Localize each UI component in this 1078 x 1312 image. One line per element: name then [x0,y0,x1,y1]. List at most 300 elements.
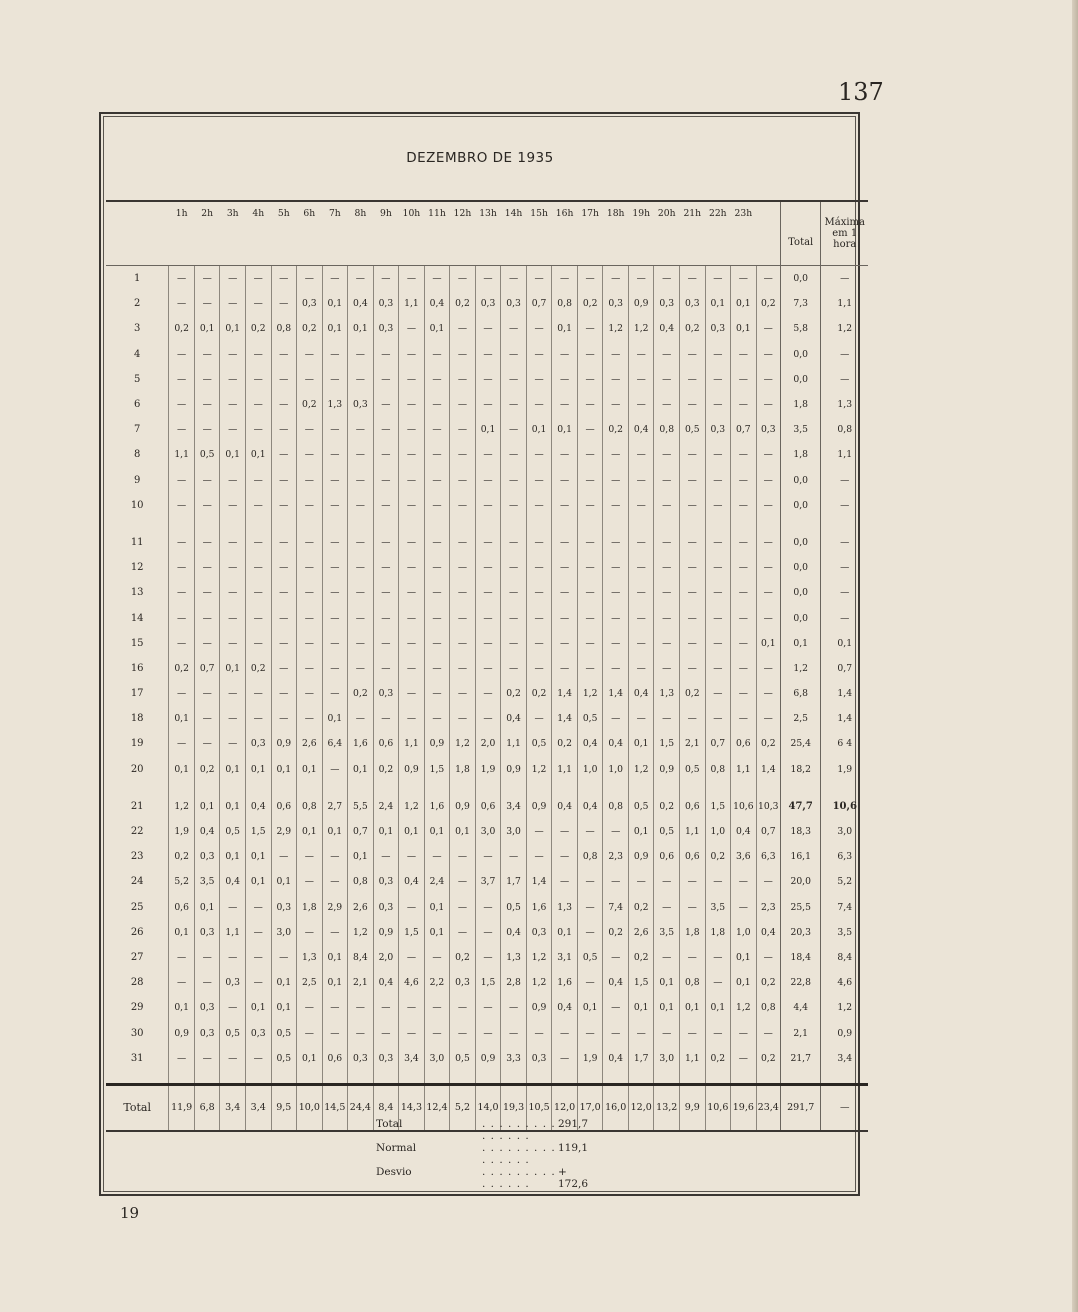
gap-cell [577,1071,603,1085]
hourly-value: — [731,266,757,292]
hourly-value: 0,5 [577,706,603,731]
hourly-value: 1,2 [348,920,374,945]
hour-column-header [526,201,552,266]
hourly-value: — [424,555,450,580]
hourly-value: — [756,442,780,467]
table-row [106,1020,868,1045]
hourly-value: 0,2 [245,656,271,681]
hourly-value: 0,3 [373,291,399,316]
table-row [106,631,868,656]
hour-total: 16,0 [603,1084,629,1131]
hourly-value: — [475,895,501,920]
table-row [106,493,868,518]
gap-cell [106,782,169,794]
hourly-value: — [628,580,654,605]
hourly-value: — [450,468,476,493]
hourly-value: 0,1 [245,757,271,782]
hourly-value: 0,1 [475,417,501,442]
hourly-value: 2,3 [756,895,780,920]
hourly-value: — [271,266,297,292]
hourly-value: — [450,995,476,1020]
gap-cell [654,782,680,794]
day-max-hour: 7,4 [821,895,868,920]
hourly-value: 0,2 [654,794,680,819]
hourly-value: — [731,656,757,681]
day-number: 28 [130,977,144,989]
hourly-value: 3,5 [194,869,220,894]
hourly-value: — [399,945,425,970]
hourly-value: — [297,493,323,518]
gap-cell [322,518,348,530]
day-total: 6,8 [780,681,821,706]
hour-total: 10,5 [526,1084,552,1131]
hourly-value: — [373,631,399,656]
table-row [106,316,868,341]
summary-desvio-row [376,1166,598,1190]
gap-cell [475,518,501,530]
hourly-value: — [424,417,450,442]
gap-cell [424,518,450,530]
hourly-value: 0,9 [271,731,297,756]
hourly-value: 0,1 [220,844,246,869]
day-number: 27 [130,951,144,963]
hourly-value: 0,2 [756,291,780,316]
hourly-value: — [552,869,578,894]
hourly-value: 4,6 [399,970,425,995]
hourly-value: 0,2 [169,844,195,869]
hourly-value: 0,1 [194,895,220,920]
hourly-value: — [552,844,578,869]
hourly-value: — [297,920,323,945]
hourly-value: 0,1 [654,970,680,995]
gap-cell [271,1071,297,1085]
hourly-value: — [322,920,348,945]
hourly-value: — [297,442,323,467]
hourly-value: — [348,367,374,392]
gap-cell [680,782,706,794]
hourly-value: 5,2 [169,869,195,894]
hourly-value: — [475,1020,501,1045]
hourly-value: 2,9 [322,895,348,920]
hourly-value: — [220,605,246,630]
gap-cell [603,1071,629,1085]
summary-desvio-label: Desvio [376,1166,412,1178]
hourly-value: 3,0 [475,819,501,844]
hourly-value: — [297,580,323,605]
hourly-value: 0,1 [450,819,476,844]
gap-cell [220,1071,246,1085]
hourly-value: — [654,945,680,970]
hourly-value: — [399,844,425,869]
hourly-value: — [169,392,195,417]
hourly-value: — [373,367,399,392]
hourly-value: — [577,555,603,580]
gap-cell [169,518,195,530]
hourly-value: — [756,316,780,341]
hourly-value: — [399,493,425,518]
hourly-value: 1,9 [475,757,501,782]
hourly-value: — [603,706,629,731]
gap-cell [526,1071,552,1085]
hourly-value: 0,6 [373,731,399,756]
hourly-value: — [220,1046,246,1071]
hourly-value: — [526,555,552,580]
hourly-value: 1,8 [450,757,476,782]
hourly-value: — [680,1020,706,1045]
hourly-value: 0,9 [526,794,552,819]
hourly-value: 0,2 [297,316,323,341]
hourly-value: — [705,530,731,555]
hour-total: 24,4 [348,1084,374,1131]
hourly-value: 1,2 [731,995,757,1020]
hourly-value: 0,2 [756,1046,780,1071]
day-number: 26 [130,926,144,938]
hourly-value: — [603,342,629,367]
hourly-value: — [475,844,501,869]
hourly-value: — [297,656,323,681]
hourly-value: — [731,681,757,706]
hourly-value: — [348,631,374,656]
hourly-value: 0,1 [526,417,552,442]
hourly-value: 0,3 [194,1020,220,1045]
day-number: 23 [130,851,144,863]
hourly-value: — [271,468,297,493]
day-number: 15 [130,637,144,649]
hourly-value: 0,9 [424,731,450,756]
hourly-value: 1,0 [731,920,757,945]
hourly-value: 0,1 [220,757,246,782]
hour-column-header [271,201,297,266]
hourly-value: — [450,392,476,417]
hourly-value: — [654,342,680,367]
hourly-value: — [245,631,271,656]
hour-column-header [628,201,654,266]
hourly-value: 1,7 [501,869,527,894]
hourly-value: — [577,493,603,518]
hourly-value: — [220,945,246,970]
hourly-value: — [654,580,680,605]
hourly-value: — [628,656,654,681]
hourly-value: 0,2 [628,895,654,920]
hourly-value: 0,2 [577,291,603,316]
summary-total-value: 291,7 [558,1118,589,1130]
hourly-value: 0,5 [194,442,220,467]
hourly-value: — [628,530,654,555]
hourly-value: — [680,266,706,292]
hourly-value: — [322,580,348,605]
hourly-value: 0,3 [373,316,399,341]
hourly-value: — [552,555,578,580]
gap-cell [628,1071,654,1085]
hourly-value: — [373,392,399,417]
hourly-value: 0,3 [756,417,780,442]
hourly-value: — [194,291,220,316]
hourly-value: 2,8 [501,970,527,995]
hourly-value: 0,3 [348,1046,374,1071]
hourly-value: — [348,656,374,681]
hourly-value: — [220,291,246,316]
hourly-value: 0,2 [756,731,780,756]
hourly-value: — [399,631,425,656]
hourly-value: 0,8 [271,316,297,341]
gap-cell [399,1071,425,1085]
hourly-value: — [424,468,450,493]
hour-total: 14,5 [322,1084,348,1131]
gap-cell [780,1071,821,1085]
hourly-value: 0,1 [169,920,195,945]
hourly-value: 1,2 [399,794,425,819]
hourly-value: 0,1 [424,920,450,945]
hourly-value: — [399,266,425,292]
hourly-value: — [475,493,501,518]
hourly-value: — [450,1020,476,1045]
gap-cell [106,1071,169,1085]
hourly-value: 1,1 [501,731,527,756]
hourly-value: 0,2 [680,681,706,706]
hourly-value: — [628,392,654,417]
hourly-value: 0,4 [501,706,527,731]
hourly-value: — [628,706,654,731]
day-max-hour: — [821,266,868,292]
hourly-value: — [220,995,246,1020]
hourly-value: — [501,468,527,493]
hourly-value: 1,2 [603,316,629,341]
gap-cell [780,518,821,530]
table-header-row [106,201,868,266]
hourly-value: 0,9 [169,1020,195,1045]
hourly-value: 0,1 [220,442,246,467]
day-number: 31 [130,1052,144,1064]
hourly-value: — [680,580,706,605]
hourly-value: — [194,392,220,417]
hourly-value: 0,2 [450,291,476,316]
hourly-value: 0,1 [297,757,323,782]
hourly-value: — [603,468,629,493]
hourly-value: — [756,706,780,731]
day-total: 1,8 [780,392,821,417]
day-total: 20,3 [780,920,821,945]
gap-cell [169,1071,195,1085]
day-number: 8 [134,449,141,461]
hourly-value: — [705,580,731,605]
hourly-value: — [373,442,399,467]
gap-cell [705,518,731,530]
gap-cell [526,518,552,530]
hourly-value: 1,0 [603,757,629,782]
hourly-value: — [271,844,297,869]
day-total: 0,0 [780,530,821,555]
hourly-value: — [475,945,501,970]
hourly-value: — [450,869,476,894]
hourly-value: — [603,266,629,292]
hourly-value: — [603,605,629,630]
hour-total: 13,2 [654,1084,680,1131]
gap-cell [424,782,450,794]
hourly-value: 0,4 [603,731,629,756]
hourly-value: — [194,530,220,555]
day-number: 1 [134,273,141,285]
hourly-value: 0,5 [654,819,680,844]
hourly-value: 1,7 [628,1046,654,1071]
hourly-value: — [526,367,552,392]
hourly-value: 0,3 [271,895,297,920]
hourly-value: — [348,555,374,580]
hourly-value: 0,4 [577,731,603,756]
hourly-value: 0,1 [628,995,654,1020]
hourly-value: — [501,417,527,442]
hourly-value: 0,1 [271,757,297,782]
hourly-value: — [526,844,552,869]
hourly-value: — [271,555,297,580]
table-row [106,895,868,920]
hourly-value: — [577,417,603,442]
day-max-hour: 4,6 [821,970,868,995]
hourly-value: — [450,631,476,656]
hourly-value: — [526,468,552,493]
gap-cell [220,782,246,794]
hourly-value: 0,1 [731,291,757,316]
hourly-value: — [680,442,706,467]
gap-cell [373,1071,399,1085]
hourly-value: — [271,605,297,630]
hourly-value: — [552,1046,578,1071]
day-number: 16 [130,662,144,674]
gap-cell [194,1071,220,1085]
hourly-value: — [450,920,476,945]
hourly-value: — [194,605,220,630]
hourly-value: 0,1 [756,631,780,656]
hourly-value: 10,6 [731,794,757,819]
hourly-value: — [552,342,578,367]
gap-cell [756,518,780,530]
hourly-value: 2,1 [348,970,374,995]
hourly-value: — [220,530,246,555]
hourly-value: 0,9 [501,757,527,782]
hourly-value: — [450,656,476,681]
hourly-value: 3,5 [705,895,731,920]
hourly-value: — [475,392,501,417]
hourly-value: 0,3 [373,895,399,920]
hourly-value: — [194,417,220,442]
hourly-value: — [169,291,195,316]
hour-column-header [424,201,450,266]
day-max-hour: 0,7 [821,656,868,681]
day-total: 0,0 [780,555,821,580]
hourly-value: — [603,656,629,681]
hourly-value: 0,7 [756,819,780,844]
hourly-value: — [220,392,246,417]
table-row [106,731,868,756]
hour-label: 3h [226,208,239,219]
hour-total: 3,4 [245,1084,271,1131]
hourly-value: — [450,605,476,630]
hourly-value: 1,2 [169,794,195,819]
hourly-value: 0,8 [603,794,629,819]
hourly-value: 0,1 [245,995,271,1020]
hourly-value: — [348,605,374,630]
hourly-value: — [756,342,780,367]
hourly-value: 0,4 [220,869,246,894]
hourly-value: — [169,970,195,995]
hourly-value: — [194,945,220,970]
day-max-hour: — [821,605,868,630]
hourly-value: 0,1 [373,819,399,844]
hour-column-header [603,201,629,266]
hour-column-header [399,201,425,266]
hourly-value: 0,9 [654,757,680,782]
hourly-value: — [245,555,271,580]
hourly-value: 2,3 [603,844,629,869]
hourly-value: — [475,656,501,681]
day-max-hour: 6 4 [821,731,868,756]
hourly-value: — [603,819,629,844]
hourly-value: — [501,656,527,681]
hourly-value: 1,2 [628,316,654,341]
gap-cell [731,782,757,794]
hourly-value: — [756,869,780,894]
hourly-value: 0,2 [552,731,578,756]
hourly-value: 3,0 [501,819,527,844]
hourly-value: 1,5 [399,920,425,945]
hourly-value: — [424,844,450,869]
row-gap [106,782,868,794]
gap-cell [654,1071,680,1085]
hourly-value: — [756,681,780,706]
gap-cell [756,782,780,794]
hourly-value: 2,7 [322,794,348,819]
summary-normal-label: Normal [376,1142,417,1154]
hourly-value: 0,1 [220,656,246,681]
hourly-value: — [475,316,501,341]
day-max-hour: 1,1 [821,291,868,316]
hourly-value: — [577,266,603,292]
hour-label: 1h [175,208,188,219]
hourly-value: — [654,706,680,731]
day-total: 18,2 [780,757,821,782]
day-total: 0,0 [780,266,821,292]
hourly-value: — [577,316,603,341]
hour-total: 9,5 [271,1084,297,1131]
hourly-value: 0,2 [705,844,731,869]
day-total: 7,3 [780,291,821,316]
gap-cell [348,518,374,530]
hourly-value: — [705,392,731,417]
hourly-value: — [552,819,578,844]
hour-label: 4h [252,208,265,219]
hourly-value: — [680,468,706,493]
hourly-value: — [526,316,552,341]
hourly-value: 0,5 [450,1046,476,1071]
hourly-value: — [603,631,629,656]
hourly-value: 0,1 [322,970,348,995]
hour-total: 11,9 [169,1084,195,1131]
hourly-value: — [373,417,399,442]
day-total: 2,1 [780,1020,821,1045]
hourly-value: — [526,819,552,844]
hourly-value: — [705,468,731,493]
hourly-value: — [603,392,629,417]
hourly-value: — [501,580,527,605]
hourly-value: — [297,844,323,869]
gap-cell [577,518,603,530]
table-row [106,706,868,731]
day-max-hour: 0,1 [821,631,868,656]
hourly-value: 2,1 [680,731,706,756]
hourly-value: 0,1 [424,895,450,920]
hourly-value: 0,5 [628,794,654,819]
hourly-value: 0,2 [628,945,654,970]
hourly-value: — [450,681,476,706]
